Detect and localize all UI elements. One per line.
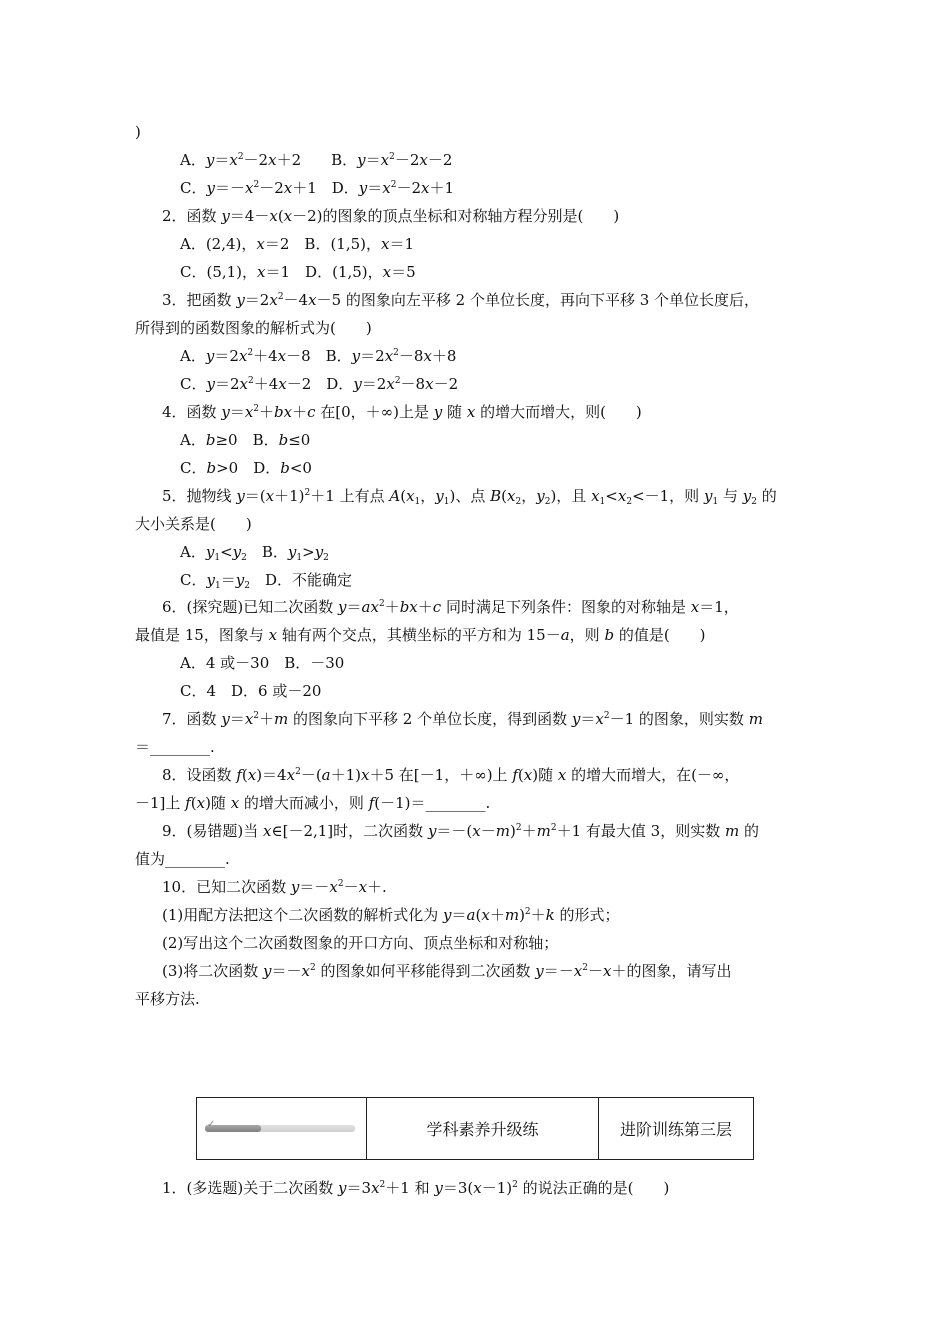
section-title: 学科素养升级练	[367, 1098, 599, 1159]
q8-stem-1: 8．设函数 $f(x)=4x^2-(a+1)x+5$ 在[－1，＋∞)上 f(x)随 x 的增大而增大，在(－∞，	[162, 766, 740, 784]
q3-options-cd: C．$y=2x^2+4x-2$ D．$y=2x^2-8x-2$	[180, 375, 459, 393]
section-header-box	[196, 1097, 754, 1160]
q3-stem-1: 3．把函数 $y=2x^2-4x-5$ 的图象向左平移 2 个单位长度，再向下平移 3 个单位长度后，	[162, 291, 760, 309]
q10-stem: 10．已知二次函数 $y=-x^2-x+$.	[162, 878, 387, 896]
q3-stem-2: 所得到的函数图象的解析式为( )	[135, 319, 372, 337]
q7-stem-1: 7．函数 $y=x^2+m$ 的图象向下平移 2 个单位长度，得到函数 $y=x^2-1$ 的图象，则实数 m	[162, 710, 763, 728]
q4-options-cd: C．b>0 D．b<0	[180, 459, 312, 477]
next-q1-stem: 1．(多选题)关于二次函数 $y=3x^2+1$ 和 $y=3(x-1)^2$ 的说法正确的是( )	[162, 1179, 670, 1197]
check-icon: ✓	[207, 1119, 216, 1130]
q9-stem-2: 值为________.	[135, 850, 230, 868]
q10-part2: (2)写出这个二次函数图象的开口方向、顶点坐标和对称轴；	[162, 934, 559, 952]
q2-stem: 2．函数 y＝4－x(x－2)的图象的顶点坐标和对称轴方程分别是( )	[162, 207, 620, 225]
q7-stem-2: ＝________.	[135, 738, 215, 756]
q5-stem-2: 大小关系是( )	[135, 515, 252, 533]
q10-part3-1: (3)将二次函数 $y=-x^2$ 的图象如何平移能得到二次函数 $y=-x^2-x+$的图象，请写出	[162, 962, 732, 980]
q10-part3-2: 平移方法.	[135, 990, 200, 1008]
q6-options-cd: C．4 D．6 或－20	[180, 682, 322, 700]
q5-options-ab: A．$y_1<y_2$ B．$y_1>y_2$	[180, 543, 329, 563]
q2-options-cd: C．(5,1)，x＝1 D．(1,5)，x＝5	[180, 263, 416, 281]
q4-options-ab: A．b≥0 B．b≤0	[180, 431, 311, 449]
q9-stem-1: 9．(易错题)当 x∈[－2,1]时，二次函数 $y=-(x-m)^2+m^2+1$ 有最大值 3，则实数 m 的	[162, 822, 759, 840]
q6-options-ab: A．4 或－30 B．－30	[180, 654, 345, 672]
progress-bar	[205, 1119, 355, 1132]
q2-options-ab: A．(2,4)，x＝2 B．(1,5)，x＝1	[180, 235, 415, 253]
q6-stem-1: 6．(探究题)已知二次函数 $y=ax^2+bx+c$ 同时满足下列条件：图象的对称轴是 x＝1，	[162, 598, 739, 616]
q1-options-ab: A．$y=x^2-2x+2$ B．$y=x^2-2x-2$	[180, 151, 453, 169]
q3-options-ab: A．$y=2x^2+4x-8$ B．$y=2x^2-8x+8$	[180, 347, 457, 365]
q5-stem-1: 5．抛物线 $y=(x+1)^2+1$ 上有点 $A(x_1$，$y_1$)、点 $B(x_2$，$y_2$)，且 $x_1<x_2<-1$，则 $y_1$ 与 $y_2$ 的	[162, 487, 777, 507]
q4-stem: 4．函数 $y=x^2+bx+c$ 在[0，＋∞)上是 y 随 x 的增大而增大，则( )	[162, 403, 642, 421]
q6-stem-2: 最值是 15，图象与 x 轴有两个交点，其横坐标的平方和为 15－a，则 b 的值是( )	[135, 626, 706, 644]
q5-options-cd: C．$y_1=y_2$ D．不能确定	[180, 571, 352, 591]
q10-part1: (1)用配方法把这个二次函数的解析式化为 $y=a(x+m)^2+k$ 的形式；	[162, 906, 620, 924]
q8-stem-2: －1]上 f(x)随 x 的增大而减小，则 f(－1)＝________.	[135, 794, 491, 812]
progress-cell	[197, 1098, 367, 1159]
q-cont-paren: )	[135, 123, 141, 141]
q1-options-cd: C．$y=-x^2-2x+1$ D．$y=x^2-2x+1$	[180, 179, 455, 197]
section-level: 进阶训练第三层	[619, 1120, 732, 1139]
